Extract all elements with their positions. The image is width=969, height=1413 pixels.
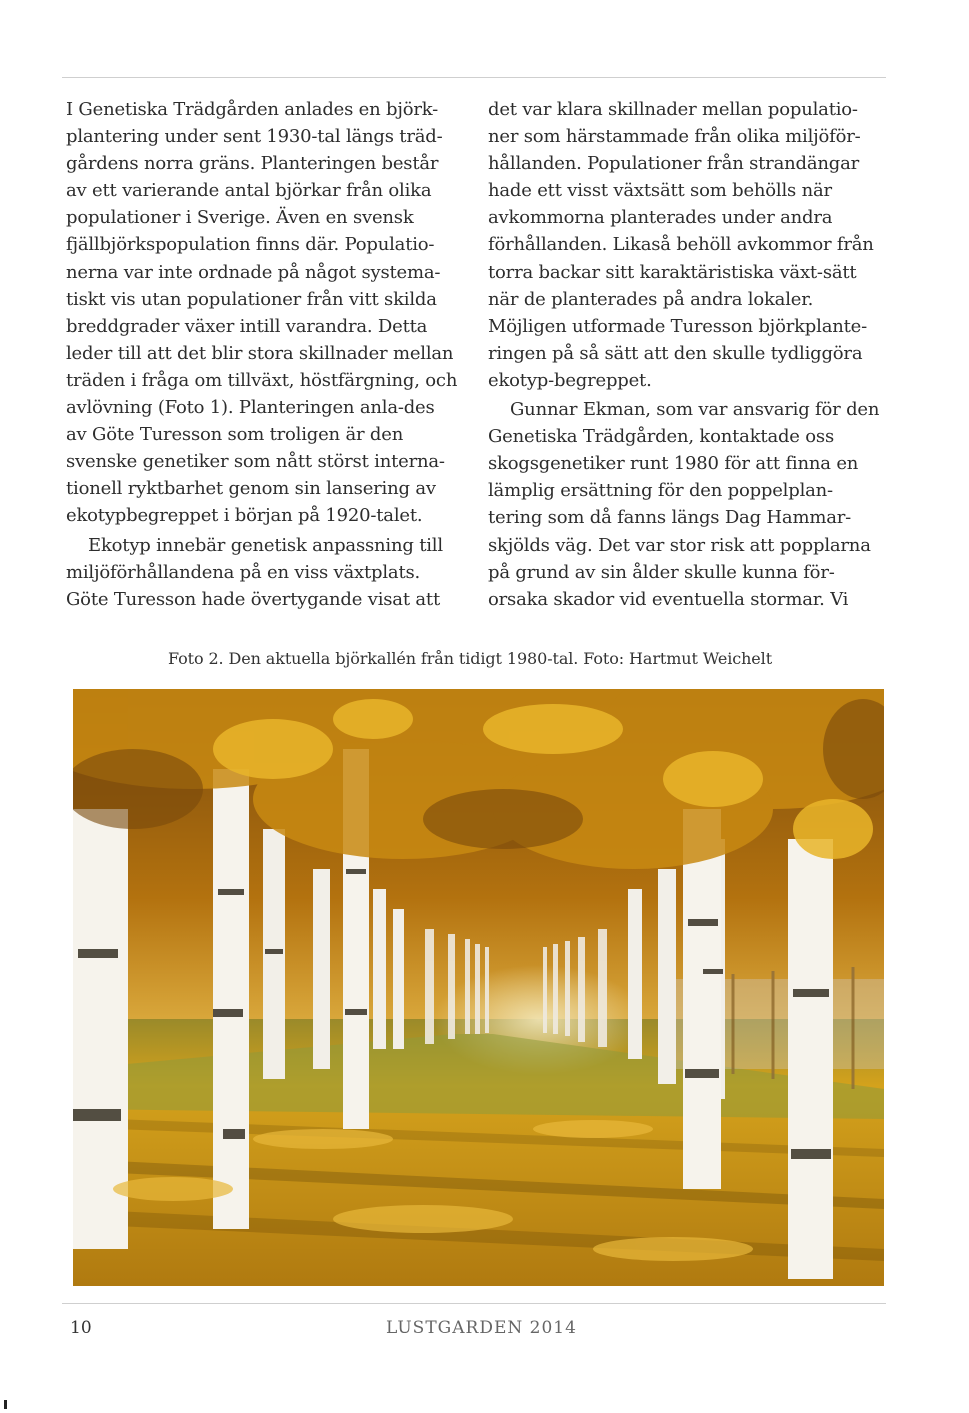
top-rule [62, 77, 886, 78]
paragraph: det var klara skillnader mellan populatio-ner som härstammade från olika miljöför-hållanden. Populationer från strandängar hade ett visst växtsätt som behölls när avkommorna planterades under andra förhållanden. Likaså behöll avkommor från torra backar sitt karaktäristiska växt-sätt när de planterades på andra lokaler. Möjligen utformade Turesson björkplante-ringen på så sätt att den skulle tydliggöra ekotyp-begreppet. [488, 99, 874, 391]
right-column [488, 96, 880, 613]
scan-mark [4, 1400, 7, 1409]
paragraph: I Genetiska Trädgården anlades en björk-plantering under sent 1930-tal längs träd-gårdens norra gräns. Planteringen består av ett varierande antal björkar från olika populationer i Sverige. Även en svensk fjällbjörkspopulation finns där. Populatio-nerna var inte ordnade på något systema-tiskt vis utan populationer från vitt skilda breddgrader växer intill varandra. Detta leder till att det blir stora skillnader mellan träden i fråga om tillväxt, höstfärgning, och avlövning (Foto 1). Planteringen anla-des av Göte Turesson som troligen är den svenske genetiker som nått störst interna-tionell ryktbarhet genom sin lansering av ekotypbegreppet i början på 1920-talet. [66, 99, 458, 527]
bottom-rule [62, 1303, 886, 1304]
article-columns [66, 96, 880, 613]
page-footer [0, 1318, 969, 1348]
left-column [66, 96, 458, 613]
photo-caption: Foto 2. Den aktuella björkallén från tidigt 1980-tal. Foto: Hartmut Weichelt [167, 649, 773, 668]
paragraph: Ekotyp innebär genetisk anpassning till miljöförhållandena på en viss växtplats. Göte Turesson hade övertygande visat att [66, 534, 443, 610]
birch-avenue-photo [73, 689, 884, 1286]
paragraph: Gunnar Ekman, som var ansvarig för den Genetiska Trädgården, kontaktade oss skogsgenetiker runt 1980 för att finna en lämplig ersättning för den poppelplan-tering som då fanns längs Dag Hammar-skjölds väg. Det var stor risk att popplarna på grund av sin ålder skulle kunna för-orsaka skador vid eventuella stormar. Vi [488, 399, 880, 610]
page-number: 10 [70, 1318, 92, 1338]
running-head: LUSTGARDEN 2014 [386, 1318, 577, 1338]
